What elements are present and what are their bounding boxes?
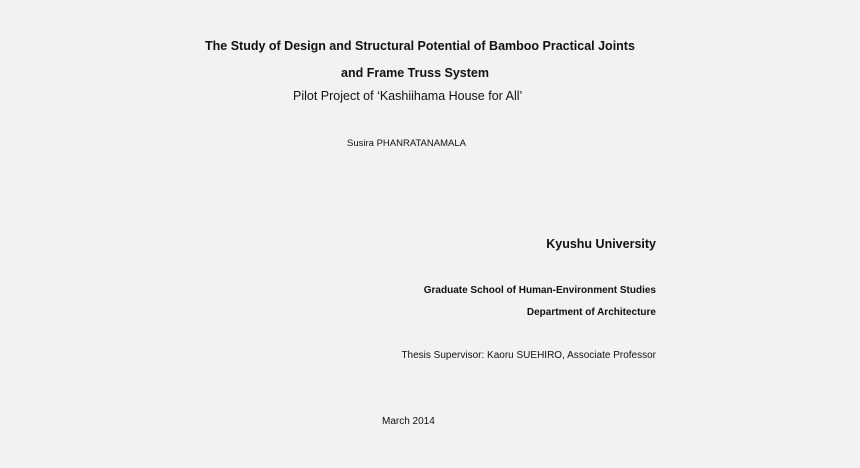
author-name: Susira PHANRATANAMALA — [347, 138, 466, 149]
submission-date: March 2014 — [382, 416, 435, 427]
department-name: Department of Architecture — [526, 307, 656, 318]
graduate-school-name: Graduate School of Human-Environment Studies — [423, 285, 656, 296]
thesis-title-line-2: and Frame Truss System — [341, 66, 489, 80]
thesis-subtitle: Pilot Project of ‘Kashiihama House for All’ — [293, 89, 523, 103]
thesis-supervisor: Thesis Supervisor: Kaoru SUEHIRO, Associate Professor — [401, 350, 656, 361]
university-name: Kyushu University — [546, 237, 656, 251]
thesis-title-line-1: The Study of Design and Structural Potential of Bamboo Practical Joints — [205, 39, 635, 53]
